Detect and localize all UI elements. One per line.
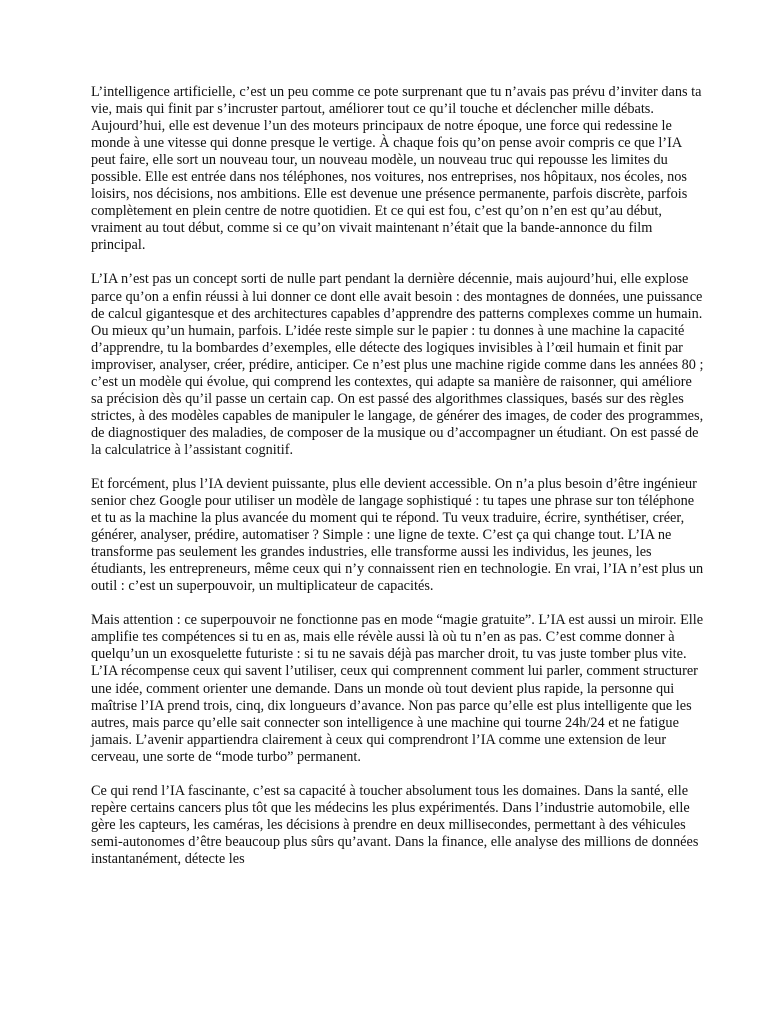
paragraph-5: Ce qui rend l’IA fascinante, c’est sa capacité à toucher absolument tous les domaines. Dans la santé, elle repère certains cancers plus tôt que les médecins les plus expérimentés. Dans l’industrie automobile, elle gère les capteurs, les caméras, les décisions à prendre en deux millisecondes, permettant à des véhicules semi-autonomes d’être beaucoup plus sûrs qu’avant. Dans la finance, elle analyse des millions de données instantanément, détecte les: [91, 782, 699, 867]
paragraph-2: L’IA n’est pas un concept sorti de nulle part pendant la dernière décennie, mais aujourd’hui, elle explose parce qu’on a enfin réussi à lui donner ce dont elle avait besoin : des montagnes de données, une puissance de calcul gigantesque et des architectures capables d’apprendre des patterns complexes comme un humain. Ou mieux qu’un humain, parfois. L’idée reste simple sur le papier : tu donnes à une machine la capacité d’apprendre, tu la bombardes d’exemples, elle détecte des logiques invisibles à l’œil humain et finit par improviser, analyser, créer, prédire, anticiper. Ce n’est plus une machine rigide comme dans les années 80 ; c’est un modèle qui évolue, qui comprend les contextes, qui adapte sa manière de raisonner, qui améliore sa précision dès qu’il passe un certain cap. On est passé des algorithmes classiques, basés sur des règles strictes, à des modèles capables de manipuler le langage, de générer des images, de coder des programmes, de diagnostiquer des maladies, de composer de la musique ou d’accompagner un étudiant. On est passé de la calculatrice à l’assistant cognitif.: [91, 271, 704, 458]
paragraph-4: Mais attention : ce superpouvoir ne fonctionne pas en mode “magie gratuite”. L’IA est aussi un miroir. Elle amplifie tes compétences si tu en as, mais elle révèle aussi là où tu n’en as pas. C’est comme donner à quelqu’un un exosquelette futuriste : si tu ne savais déjà pas marcher droit, tu vas juste tomber plus vite. L’IA récompense ceux qui savent l’utiliser, ceux qui comprennent comment lui parler, comment structurer une idée, comment orienter une demande. Dans un monde où tout devient plus rapide, la personne qui maîtrise l’IA prend trois, cinq, dix longueurs d’avance. Non pas parce qu’elle est plus intelligente que les autres, mais parce qu’elle sait connecter son intelligence à une machine qui tourne 24h/24 et ne fatigue jamais. L’avenir appartiendra clairement à ceux qui comprendront l’IA comme une extension de leur cerveau, une sorte de “mode turbo” permanent.: [91, 612, 704, 765]
document-body: [91, 84, 707, 885]
paragraph-1: L’intelligence artificielle, c’est un peu comme ce pote surprenant que tu n’avais pas prévu d’inviter dans ta vie, mais qui finit par s’incruster partout, améliorer tout ce qu’il touche et déclencher mille débats. Aujourd’hui, elle est devenue l’un des moteurs principaux de notre époque, une force qui redessine le monde à une vitesse qui donne presque le vertige. À chaque fois qu’on pense avoir compris ce que l’IA peut faire, elle sort un nouveau tour, un nouveau modèle, un nouveau truc qui repousse les limites du possible. Elle est entrée dans nos téléphones, nos voitures, nos entreprises, nos hôpitaux, nos écoles, nos loisirs, nos décisions, nos ambitions. Elle est devenue une présence permanente, parfois discrète, parfois complètement en plein centre de notre quotidien. Et ce qui est fou, c’est qu’on n’en est qu’au début, vraiment au tout début, comme si ce qu’on vivait maintenant n’était que la bande-annonce du film principal.: [91, 84, 702, 254]
paragraph-3: Et forcément, plus l’IA devient puissante, plus elle devient accessible. On n’a plus besoin d’être ingénieur senior chez Google pour utiliser un modèle de langage sophistiqué : tu tapes une phrase sur ton téléphone et tu as la machine la plus avancée du moment qui te répond. Tu veux traduire, écrire, synthétiser, créer, générer, analyser, prédire, automatiser ? Simple : une ligne de texte. C’est ça qui change tout. L’IA ne transforme pas seulement les grandes industries, elle transforme aussi les individus, les jeunes, les étudiants, les entrepreneurs, même ceux qui n’y connaissent rien en technologie. En vrai, l’IA n’est plus un outil : c’est un superpouvoir, un multiplicateur de capacités.: [91, 475, 704, 595]
